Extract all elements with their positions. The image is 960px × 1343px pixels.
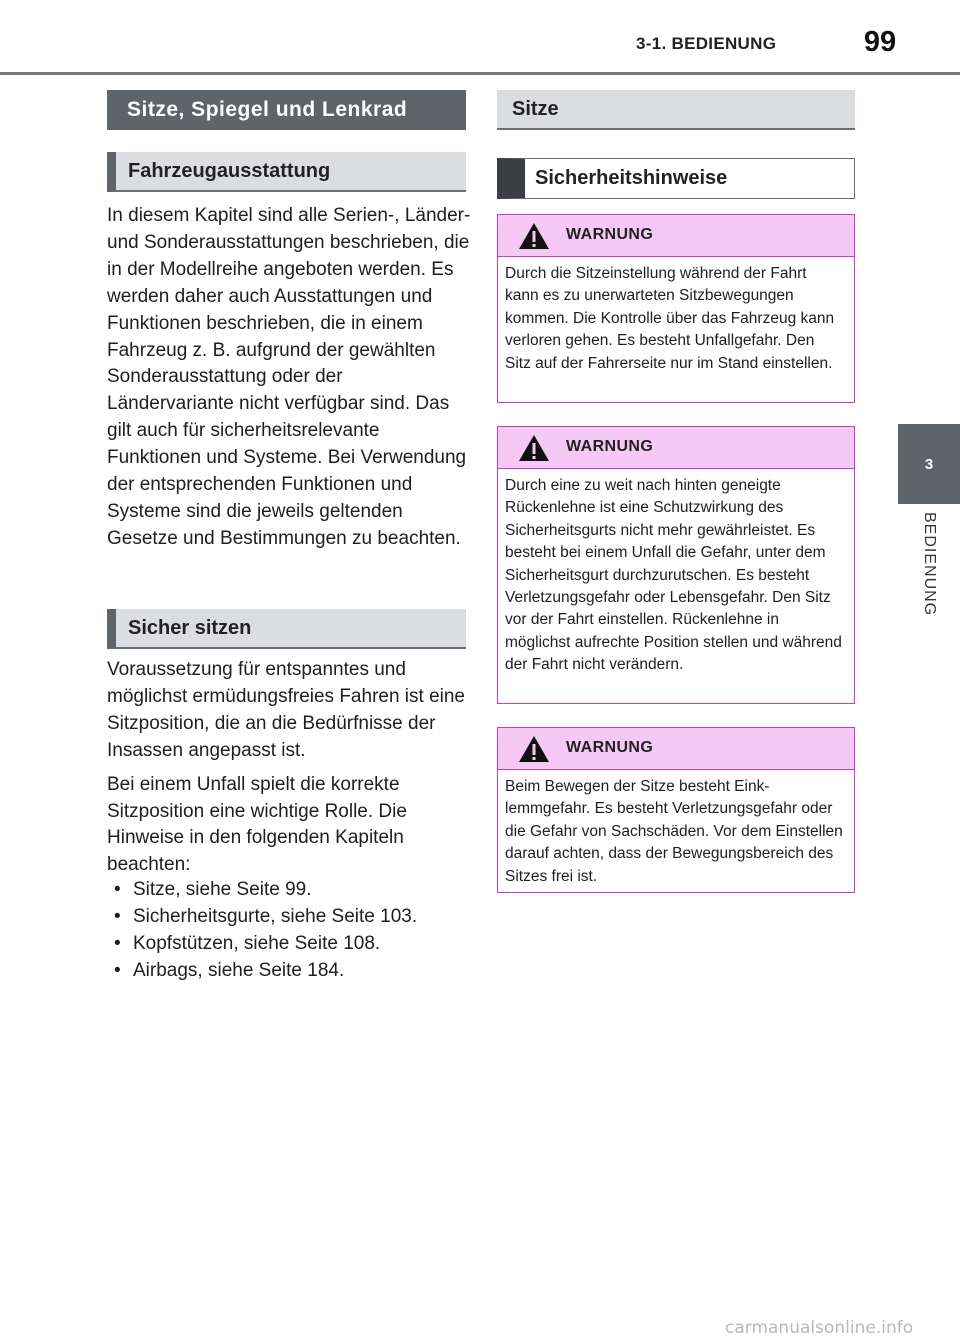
warning-header bbox=[498, 215, 854, 257]
warning-text: Beim Bewegen der Sitze besteht Einklemmgefahr. Es besteht Verletzungsgefahr oder die Gefahr von Sachschäden. Vor dem Einstellen darauf achten, dass der Bewegungsbereich des Sitzes frei ist. bbox=[505, 778, 843, 885]
warning-header bbox=[498, 728, 854, 770]
warning-box-3 bbox=[497, 727, 855, 893]
chapter-tab bbox=[898, 512, 960, 632]
running-header-section: 3-1. BEDIENUNG bbox=[636, 34, 777, 53]
section-heading-sicher-sitzen: Sicher sitzen bbox=[107, 609, 466, 649]
section-heading-sitze: Sitze bbox=[497, 90, 855, 130]
chapter-title: Sitze, Spiegel und Lenkrad bbox=[107, 90, 466, 130]
warning-text: Durch eine zu weit nach hinten geneigte Rückenlehne ist eine Schutzwirkung des Sicherheitsgurts nicht mehr gewährleistet. Es besteht bei einem Unfall die Gefahr, unter dem Sicherheitsgurt durchzurutschen. Es besteht Verletzungsgefahr oder Lebensgefahr. Den Sitz vor der Fahrt einstellen. Rückenlehne in möglichst aufrechte Position stellen und während der Fahrt nicht verändern. bbox=[505, 477, 842, 674]
warning-box-2 bbox=[497, 426, 855, 704]
reference-list bbox=[107, 876, 472, 984]
warning-triangle-icon bbox=[518, 434, 550, 462]
header-rule bbox=[0, 72, 960, 75]
warning-triangle-icon bbox=[518, 735, 550, 763]
warning-box-1 bbox=[497, 214, 855, 403]
warning-title: WARNUNG bbox=[566, 226, 654, 243]
list-item: • Airbags, siehe Seite 184. bbox=[107, 957, 472, 984]
sicher-sitzen-paragraph-2: Bei einem Unfall spielt die korrekte Sitzposition eine wichtige Rolle. Die Hinweise in den folgenden Kapiteln beachten: bbox=[107, 773, 407, 876]
chapter-tab-number: 3 bbox=[898, 424, 960, 504]
warning-text: Durch die Sitzeinstellung während der Fahrt kann es zu unerwarteten Sitzbewegungen kommen. Die Kontrolle über das Fahrzeug kann verloren gehen. Es besteht Unfallgefahr. Den Sitz auf der Fahrerseite nur im Stand einstellen. bbox=[505, 265, 835, 372]
watermark: carmanualsonline.info bbox=[725, 1318, 914, 1338]
sicher-sitzen-body bbox=[107, 657, 472, 879]
list-item: • Sitze, siehe Seite 99. bbox=[107, 876, 472, 903]
sicher-sitzen-paragraph-1: Voraussetzung für entspanntes und möglichst ermüdungsfreies Fahren ist eine Sitzposition, die an die Bedürfnisse der Insassen angepasst ist. bbox=[107, 659, 466, 761]
list-item: • Sicherheitsgurte, siehe Seite 103. bbox=[107, 903, 472, 930]
section-heading-fahrzeugausstattung: Fahrzeugausstattung bbox=[107, 152, 466, 192]
page-number: 99 bbox=[863, 26, 897, 58]
intro-text: In diesem Kapitel sind alle Serien-, Länder- und Sonderausstattungen beschrieben, die in der Modellreihe angeboten werden. Es werden daher auch Ausstattungen und Funktionen beschrieben, die in einem Fahrzeug z. B. aufgrund der gewählten Sonderausstattung oder der Ländervariante nicht verfügbar sind. Das gilt auch für sicherheitsrelevante Funktionen und Systeme. Bei Verwendung der entsprechenden Funktionen und Systeme sind die jeweils geltenden Gesetze und Bestimmungen zu beachten. bbox=[107, 205, 471, 549]
warning-title: WARNUNG bbox=[566, 438, 654, 455]
intro-paragraph bbox=[107, 203, 472, 553]
list-item: • Kopfstützen, siehe Seite 108. bbox=[107, 930, 472, 957]
warning-title: WARNUNG bbox=[566, 739, 654, 756]
subheading-sicherheitshinweise: Sicherheitshinweise bbox=[497, 158, 855, 199]
chapter-tab-label: BEDIENUNG bbox=[921, 512, 938, 617]
warning-header bbox=[498, 427, 854, 469]
warning-triangle-icon bbox=[518, 222, 550, 250]
